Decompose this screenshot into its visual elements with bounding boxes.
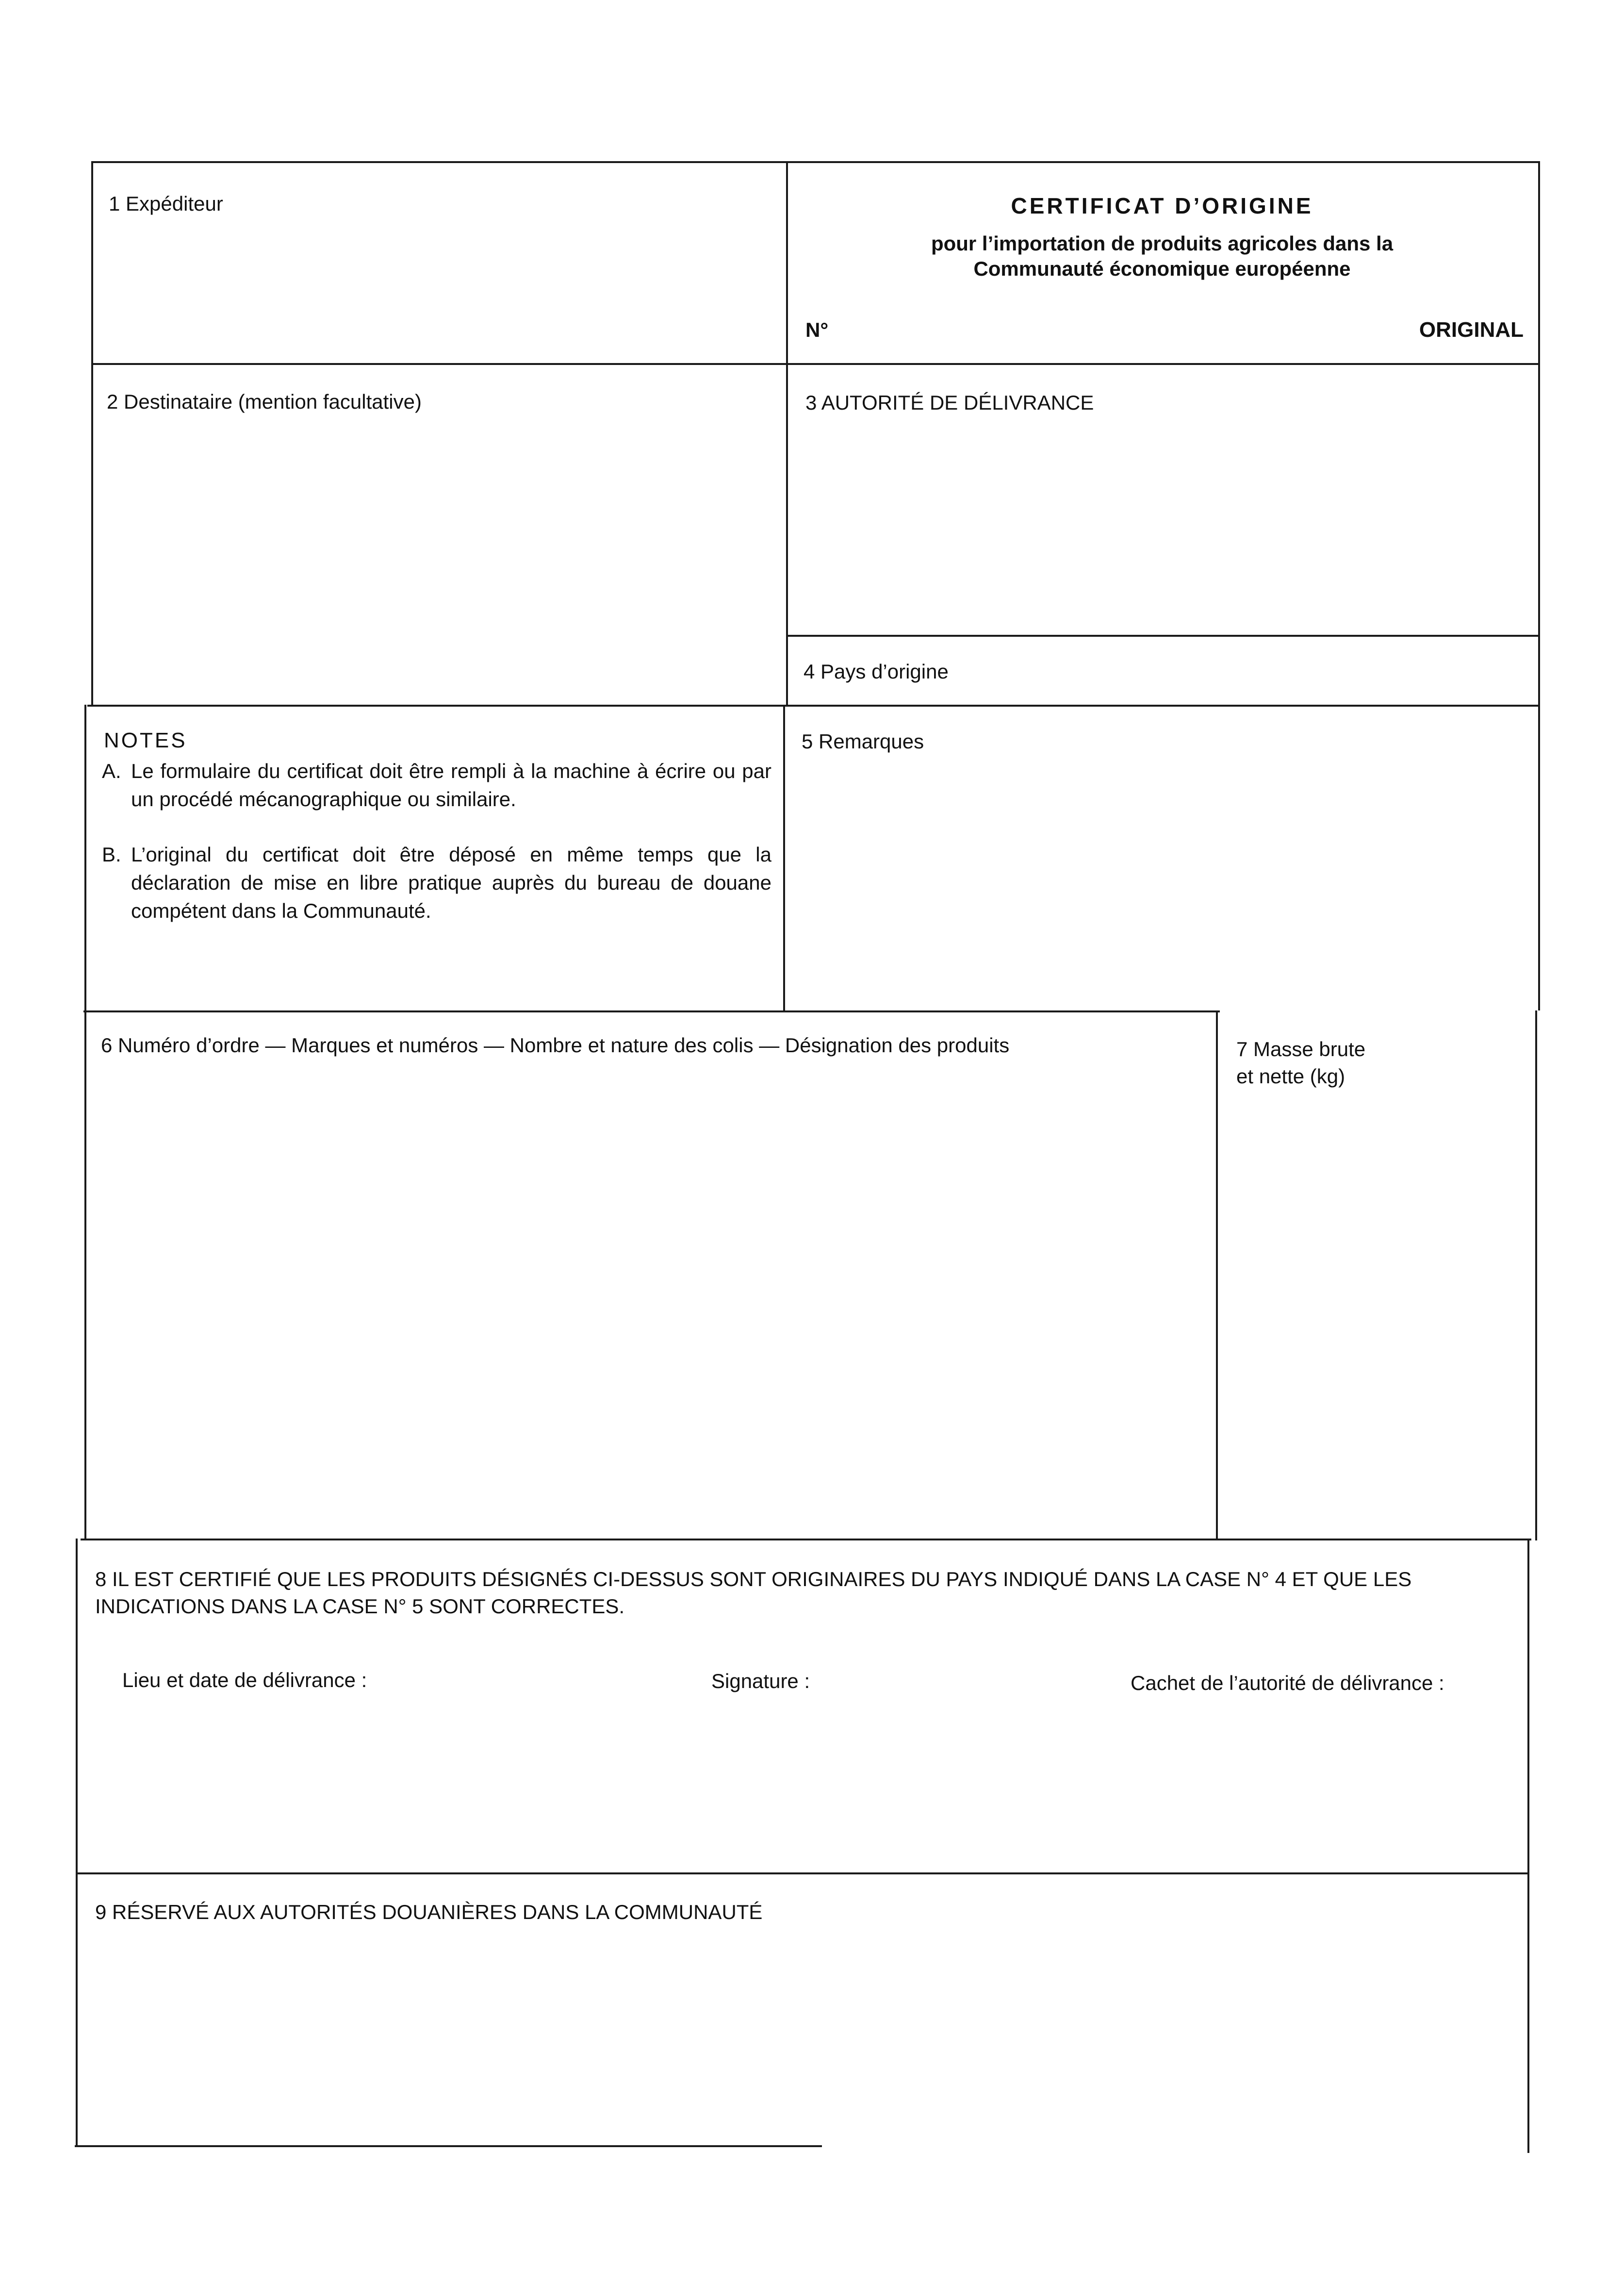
place-date-label: Lieu et date de délivrance : (122, 1669, 367, 1691)
box4-label: 4 Pays d’origine (804, 660, 949, 683)
rule-box3-bottom (786, 635, 1540, 637)
rule-right-lower (1527, 1539, 1529, 2153)
notes-title: NOTES (104, 728, 187, 752)
rule-left-middle (84, 705, 86, 1540)
rule-center-upper (786, 161, 788, 707)
rule-box6-bottom (81, 1539, 1531, 1540)
box7-label: 7 Masse brute et nette (kg) (1236, 1038, 1366, 1088)
rule-bottom (75, 2145, 822, 2147)
stamp-label: Cachet de l’autorité de délivrance : (1131, 1672, 1444, 1694)
notes-list (102, 757, 771, 952)
rule-center-lower (783, 705, 785, 1012)
rule-notes-bottom (83, 1010, 1220, 1012)
box6-label: 6 Numéro d’ordre — Marques et numéros — Nombre et nature des colis — Désignation des produits (101, 1034, 1010, 1057)
certificate-subtitle-2: Communauté économique européenne (973, 257, 1351, 280)
certificate-subtitle-1: pour l’importation de produits agricoles dans la (931, 232, 1394, 255)
rule-box4-bottom (87, 705, 1540, 707)
rule-box8-bottom (78, 1872, 1529, 1874)
rule-left-upper (91, 161, 93, 707)
rule-right-upper (1538, 161, 1540, 1010)
box8-statement: 8 IL EST CERTIFIÉ QUE LES PRODUITS DÉSIGNÉS CI-DESSUS SONT ORIGINAIRES DU PAYS INDIQUÉ DANS LA CASE N° 4 ET QUE LES INDICATIONS DANS LA CASE N° 5 SONT CORRECTES. (95, 1568, 1412, 1618)
box2-label: 2 Destinataire (mention facultative) (107, 390, 422, 413)
box9-label: 9 RÉSERVÉ AUX AUTORITÉS DOUANIÈRES DANS LA COMMUNAUTÉ (95, 1901, 763, 1923)
note-marker: A. (102, 760, 121, 782)
rule-left-lower (76, 1539, 78, 2147)
copy-label: ORIGINAL (1419, 318, 1524, 342)
rule-top (91, 161, 1540, 163)
box3-label: 3 AUTORITÉ DE DÉLIVRANCE (805, 391, 1094, 414)
note-item-b (102, 841, 771, 925)
box5-label: 5 Remarques (802, 730, 924, 753)
rule-box7-left (1216, 1010, 1218, 1540)
certificate-number-label: N° (805, 318, 829, 341)
note-item-a (102, 757, 771, 813)
signature-label: Signature : (711, 1670, 810, 1692)
rule-right-middle (1535, 1010, 1537, 1540)
note-text: Le formulaire du certificat doit être rempli à la machine à écrire ou par un procédé mécanographique ou similaire. (131, 760, 771, 811)
rule-header-bottom (91, 363, 1540, 365)
box1-label: 1 Expéditeur (109, 192, 223, 215)
note-marker: B. (102, 843, 121, 866)
certificate-title: CERTIFICAT D’ORIGINE (1011, 193, 1313, 218)
note-text: L’original du certificat doit être déposé en même temps que la déclaration de mise en libre pratique auprès du bureau de douane compétent dans la Communauté. (131, 843, 771, 922)
